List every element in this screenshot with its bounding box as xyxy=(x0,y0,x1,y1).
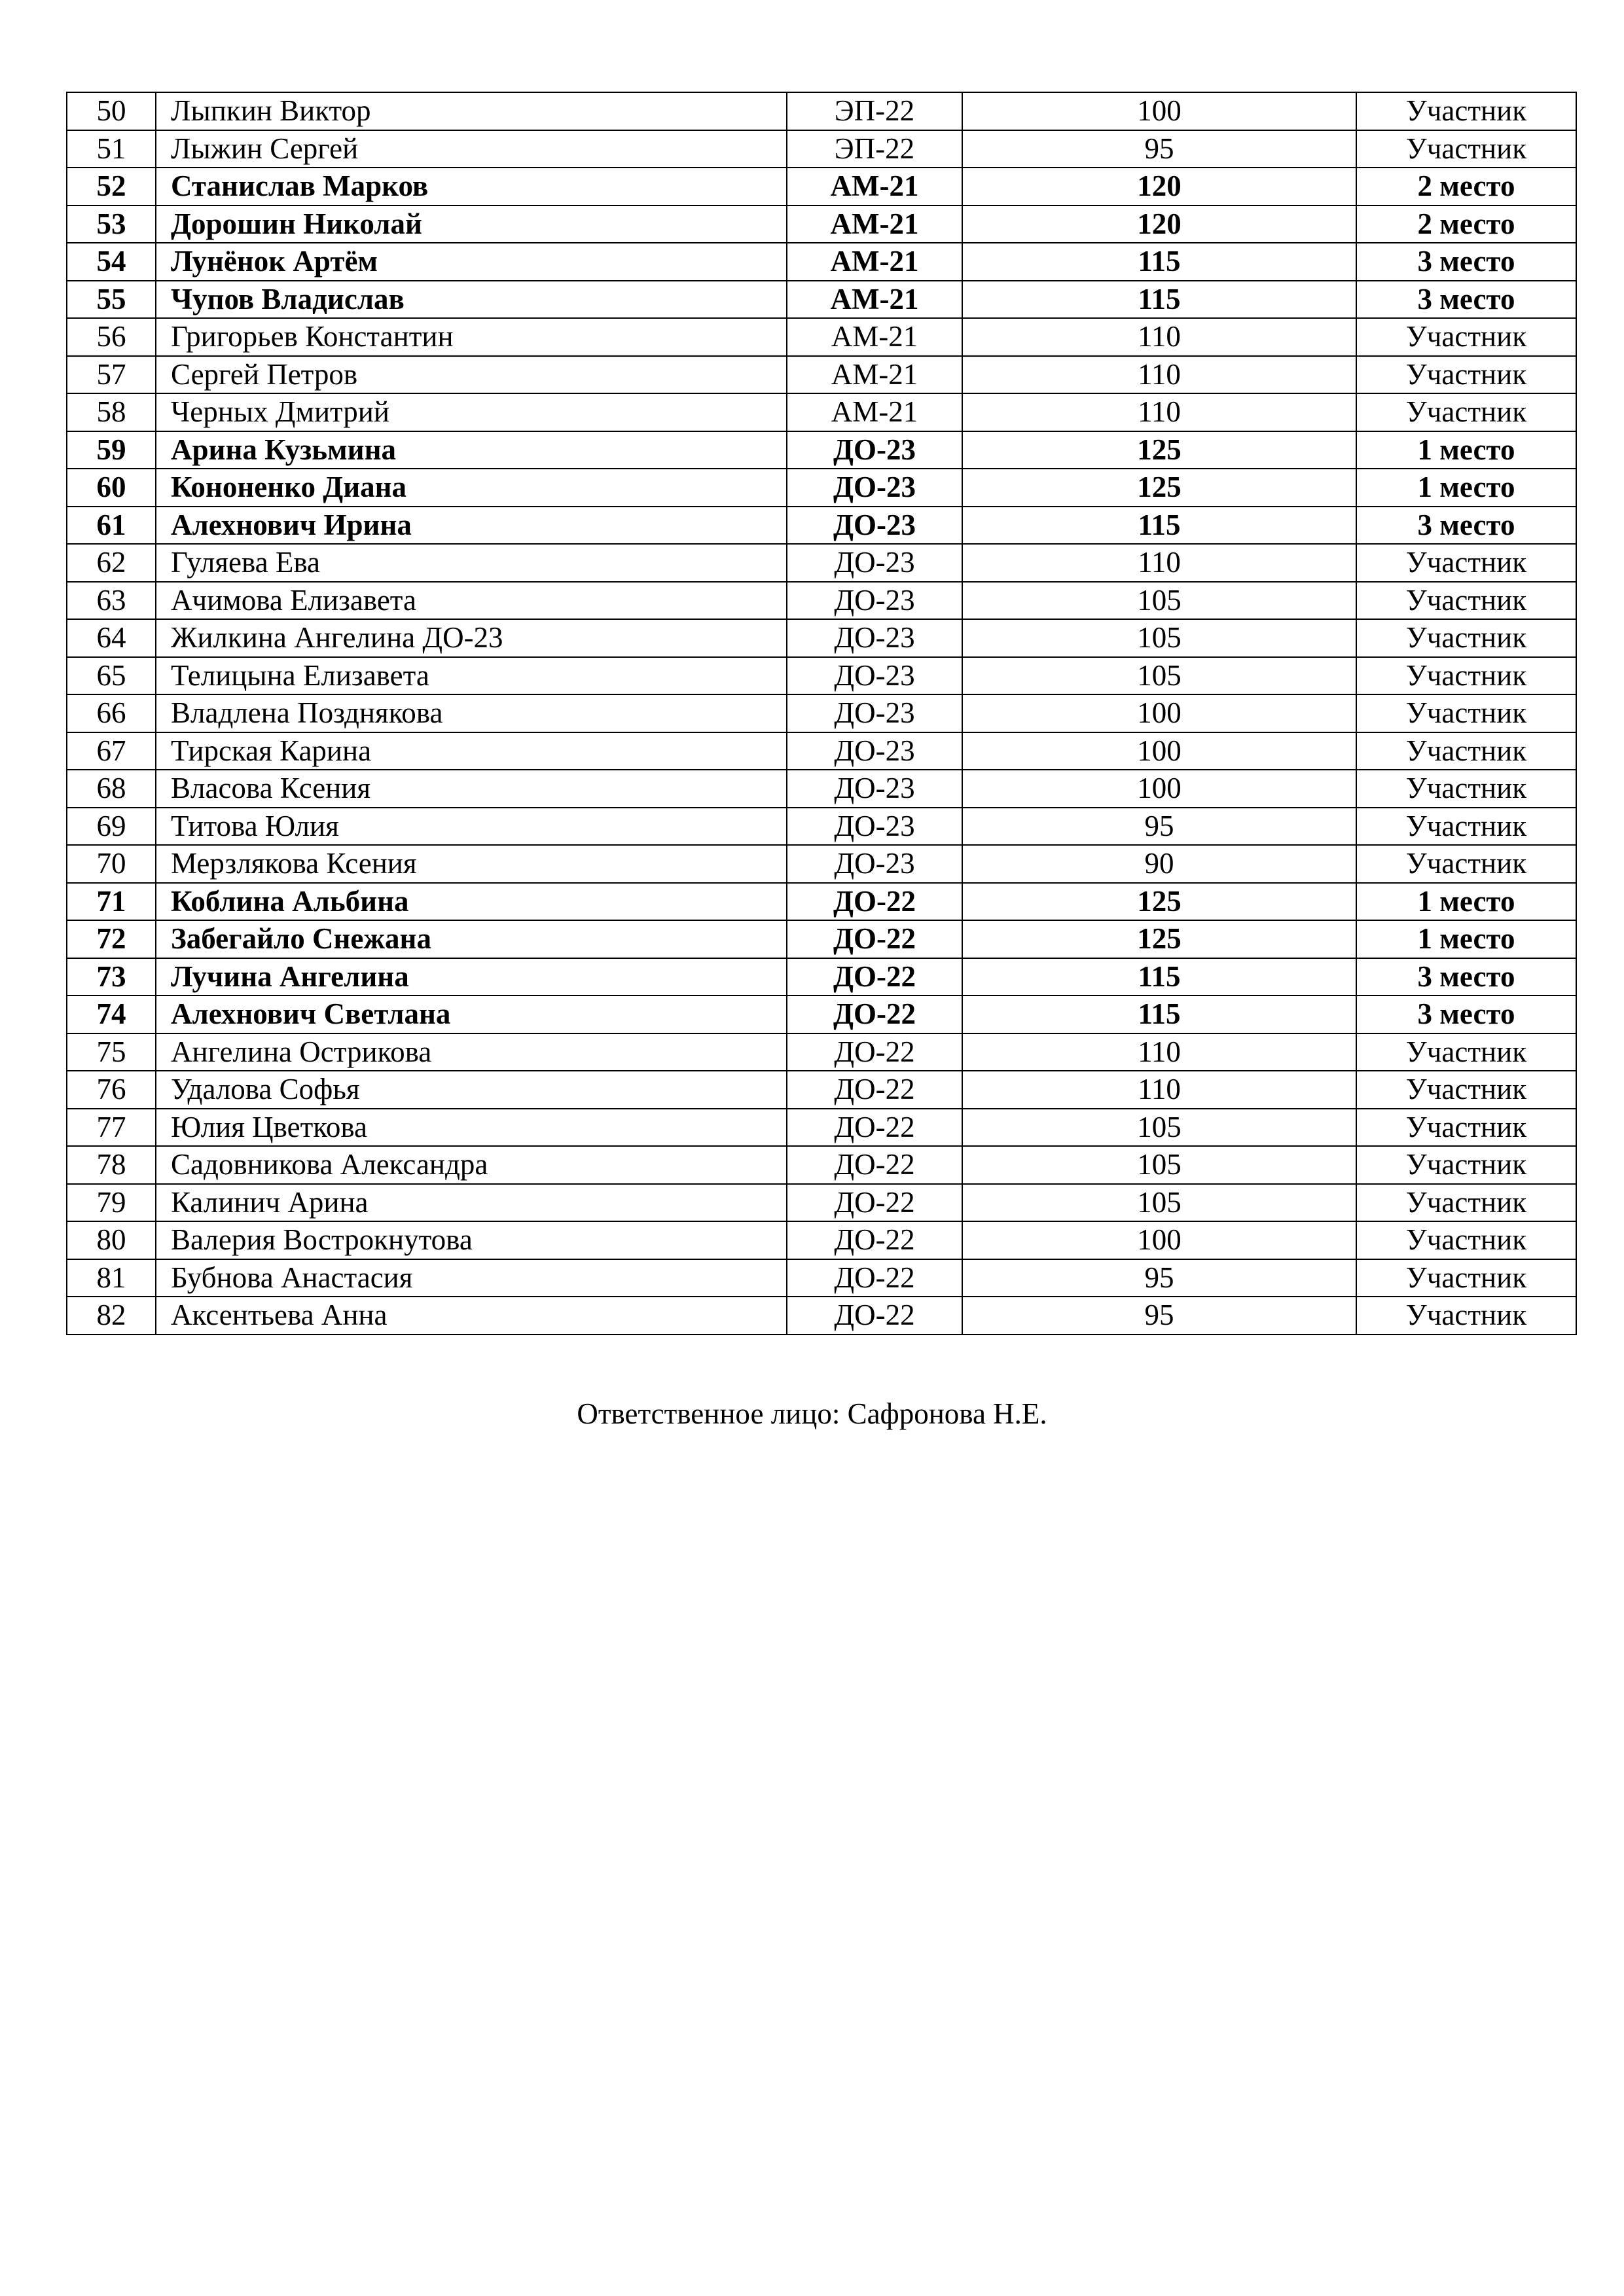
place-cell: 1 место xyxy=(1356,469,1576,507)
place-cell: 3 место xyxy=(1356,996,1576,1033)
table-row xyxy=(67,619,1576,657)
responsible-person-line: Ответственное лицо: Сафронова Н.Е. xyxy=(577,1397,1047,1430)
participant-name-cell: Черных Дмитрий xyxy=(156,393,787,431)
participant-name-cell: Лыпкин Виктор xyxy=(156,92,787,130)
row-number-cell: 71 xyxy=(67,883,156,921)
score-cell: 105 xyxy=(962,582,1356,620)
score-cell: 100 xyxy=(962,694,1356,732)
participant-name-cell: Лыжин Сергей xyxy=(156,130,787,168)
place-cell: 3 место xyxy=(1356,958,1576,996)
place-cell: 1 место xyxy=(1356,883,1576,921)
table-row xyxy=(67,393,1576,431)
row-number-cell: 79 xyxy=(67,1184,156,1222)
place-cell: 2 место xyxy=(1356,206,1576,243)
group-cell: ДО-22 xyxy=(787,1297,962,1335)
table-row xyxy=(67,1221,1576,1259)
participant-name-cell: Дорошин Николай xyxy=(156,206,787,243)
score-cell: 95 xyxy=(962,1259,1356,1297)
group-cell: ДО-22 xyxy=(787,1033,962,1071)
participant-name-cell: Алехнович Ирина xyxy=(156,507,787,545)
group-cell: ЭП-22 xyxy=(787,92,962,130)
row-number-cell: 78 xyxy=(67,1146,156,1184)
participant-name-cell: Бубнова Анастасия xyxy=(156,1259,787,1297)
row-number-cell: 53 xyxy=(67,206,156,243)
participant-name-cell: Юлия Цветкова xyxy=(156,1109,787,1147)
table-row xyxy=(67,1259,1576,1297)
group-cell: ДО-23 xyxy=(787,582,962,620)
score-cell: 115 xyxy=(962,507,1356,545)
row-number-cell: 76 xyxy=(67,1071,156,1109)
group-cell: ЭП-22 xyxy=(787,130,962,168)
group-cell: АМ-21 xyxy=(787,243,962,281)
score-cell: 105 xyxy=(962,619,1356,657)
score-cell: 95 xyxy=(962,130,1356,168)
place-cell: 3 место xyxy=(1356,507,1576,545)
place-cell: Участник xyxy=(1356,1221,1576,1259)
group-cell: ДО-22 xyxy=(787,1259,962,1297)
score-cell: 100 xyxy=(962,770,1356,808)
group-cell: ДО-22 xyxy=(787,1071,962,1109)
score-cell: 95 xyxy=(962,808,1356,846)
table-row xyxy=(67,845,1576,883)
group-cell: АМ-21 xyxy=(787,356,962,394)
place-cell: Участник xyxy=(1356,845,1576,883)
row-number-cell: 58 xyxy=(67,393,156,431)
participant-name-cell: Ачимова Елизавета xyxy=(156,582,787,620)
score-cell: 120 xyxy=(962,206,1356,243)
score-cell: 125 xyxy=(962,469,1356,507)
place-cell: Участник xyxy=(1356,1297,1576,1335)
table-row xyxy=(67,920,1576,958)
table-row xyxy=(67,243,1576,281)
group-cell: ДО-22 xyxy=(787,996,962,1033)
participant-name-cell: Телицына Елизавета xyxy=(156,657,787,695)
row-number-cell: 64 xyxy=(67,619,156,657)
participant-name-cell: Жилкина Ангелина ДО-23 xyxy=(156,619,787,657)
place-cell: 2 место xyxy=(1356,168,1576,206)
table-row xyxy=(67,544,1576,582)
place-cell: Участник xyxy=(1356,1071,1576,1109)
participant-name-cell: Удалова Софья xyxy=(156,1071,787,1109)
group-cell: ДО-23 xyxy=(787,431,962,469)
table-row xyxy=(67,206,1576,243)
score-cell: 110 xyxy=(962,318,1356,356)
table-row xyxy=(67,883,1576,921)
score-cell: 110 xyxy=(962,356,1356,394)
group-cell: ДО-23 xyxy=(787,507,962,545)
place-cell: 3 место xyxy=(1356,243,1576,281)
score-cell: 100 xyxy=(962,1221,1356,1259)
participant-name-cell: Григорьев Константин xyxy=(156,318,787,356)
score-cell: 105 xyxy=(962,1184,1356,1222)
group-cell: АМ-21 xyxy=(787,206,962,243)
row-number-cell: 62 xyxy=(67,544,156,582)
score-cell: 125 xyxy=(962,431,1356,469)
score-cell: 110 xyxy=(962,393,1356,431)
row-number-cell: 81 xyxy=(67,1259,156,1297)
place-cell: Участник xyxy=(1356,582,1576,620)
group-cell: АМ-21 xyxy=(787,393,962,431)
place-cell: Участник xyxy=(1356,356,1576,394)
table-row xyxy=(67,1146,1576,1184)
row-number-cell: 50 xyxy=(67,92,156,130)
row-number-cell: 51 xyxy=(67,130,156,168)
table-row xyxy=(67,431,1576,469)
group-cell: АМ-21 xyxy=(787,281,962,319)
row-number-cell: 69 xyxy=(67,808,156,846)
row-number-cell: 63 xyxy=(67,582,156,620)
group-cell: ДО-22 xyxy=(787,1109,962,1147)
place-cell: Участник xyxy=(1356,732,1576,770)
row-number-cell: 74 xyxy=(67,996,156,1033)
results-table-body xyxy=(67,92,1576,1335)
group-cell: ДО-23 xyxy=(787,770,962,808)
participant-name-cell: Валерия Вострокнутова xyxy=(156,1221,787,1259)
group-cell: ДО-23 xyxy=(787,732,962,770)
place-cell: 3 место xyxy=(1356,281,1576,319)
score-cell: 110 xyxy=(962,1033,1356,1071)
score-cell: 110 xyxy=(962,544,1356,582)
place-cell: Участник xyxy=(1356,1109,1576,1147)
participant-name-cell: Аксентьева Анна xyxy=(156,1297,787,1335)
table-row xyxy=(67,996,1576,1033)
place-cell: Участник xyxy=(1356,1033,1576,1071)
table-row xyxy=(67,770,1576,808)
place-cell: Участник xyxy=(1356,544,1576,582)
place-cell: Участник xyxy=(1356,770,1576,808)
table-row xyxy=(67,469,1576,507)
participant-name-cell: Тирская Карина xyxy=(156,732,787,770)
place-cell: 1 место xyxy=(1356,431,1576,469)
row-number-cell: 75 xyxy=(67,1033,156,1071)
participant-name-cell: Чупов Владислав xyxy=(156,281,787,319)
participant-name-cell: Коблина Альбина xyxy=(156,883,787,921)
participant-name-cell: Гуляева Ева xyxy=(156,544,787,582)
participant-name-cell: Власова Ксения xyxy=(156,770,787,808)
score-cell: 125 xyxy=(962,920,1356,958)
table-row xyxy=(67,1109,1576,1147)
score-cell: 115 xyxy=(962,243,1356,281)
participant-name-cell: Алехнович Светлана xyxy=(156,996,787,1033)
group-cell: ДО-23 xyxy=(787,694,962,732)
place-cell: Участник xyxy=(1356,130,1576,168)
row-number-cell: 55 xyxy=(67,281,156,319)
row-number-cell: 54 xyxy=(67,243,156,281)
row-number-cell: 67 xyxy=(67,732,156,770)
row-number-cell: 73 xyxy=(67,958,156,996)
table-row xyxy=(67,694,1576,732)
group-cell: ДО-23 xyxy=(787,808,962,846)
table-row xyxy=(67,808,1576,846)
table-row xyxy=(67,958,1576,996)
row-number-cell: 65 xyxy=(67,657,156,695)
score-cell: 105 xyxy=(962,1109,1356,1147)
group-cell: ДО-23 xyxy=(787,469,962,507)
score-cell: 100 xyxy=(962,92,1356,130)
row-number-cell: 72 xyxy=(67,920,156,958)
row-number-cell: 57 xyxy=(67,356,156,394)
group-cell: ДО-22 xyxy=(787,1184,962,1222)
table-row xyxy=(67,281,1576,319)
place-cell: 1 место xyxy=(1356,920,1576,958)
place-cell: Участник xyxy=(1356,657,1576,695)
score-cell: 125 xyxy=(962,883,1356,921)
table-row xyxy=(67,732,1576,770)
place-cell: Участник xyxy=(1356,1259,1576,1297)
score-cell: 115 xyxy=(962,281,1356,319)
score-cell: 105 xyxy=(962,657,1356,695)
score-cell: 110 xyxy=(962,1071,1356,1109)
row-number-cell: 61 xyxy=(67,507,156,545)
group-cell: АМ-21 xyxy=(787,318,962,356)
score-cell: 115 xyxy=(962,996,1356,1033)
row-number-cell: 59 xyxy=(67,431,156,469)
row-number-cell: 56 xyxy=(67,318,156,356)
place-cell: Участник xyxy=(1356,1184,1576,1222)
group-cell: ДО-22 xyxy=(787,1146,962,1184)
group-cell: ДО-22 xyxy=(787,883,962,921)
participant-name-cell: Мерзлякова Ксения xyxy=(156,845,787,883)
participant-name-cell: Лунёнок Артём xyxy=(156,243,787,281)
participant-name-cell: Лучина Ангелина xyxy=(156,958,787,996)
place-cell: Участник xyxy=(1356,1146,1576,1184)
group-cell: ДО-23 xyxy=(787,544,962,582)
place-cell: Участник xyxy=(1356,808,1576,846)
table-row xyxy=(67,130,1576,168)
place-cell: Участник xyxy=(1356,694,1576,732)
results-table xyxy=(66,92,1577,1335)
table-row xyxy=(67,507,1576,545)
row-number-cell: 70 xyxy=(67,845,156,883)
place-cell: Участник xyxy=(1356,393,1576,431)
group-cell: ДО-22 xyxy=(787,920,962,958)
table-row xyxy=(67,318,1576,356)
score-cell: 90 xyxy=(962,845,1356,883)
participant-name-cell: Забегайло Снежана xyxy=(156,920,787,958)
table-row xyxy=(67,1297,1576,1335)
row-number-cell: 66 xyxy=(67,694,156,732)
participant-name-cell: Титова Юлия xyxy=(156,808,787,846)
participant-name-cell: Ангелина Острикова xyxy=(156,1033,787,1071)
row-number-cell: 52 xyxy=(67,168,156,206)
table-row xyxy=(67,1071,1576,1109)
table-row xyxy=(67,356,1576,394)
group-cell: АМ-21 xyxy=(787,168,962,206)
participant-name-cell: Арина Кузьмина xyxy=(156,431,787,469)
participant-name-cell: Станислав Марков xyxy=(156,168,787,206)
score-cell: 100 xyxy=(962,732,1356,770)
table-row xyxy=(67,582,1576,620)
score-cell: 105 xyxy=(962,1146,1356,1184)
place-cell: Участник xyxy=(1356,92,1576,130)
table-row xyxy=(67,1033,1576,1071)
participant-name-cell: Сергей Петров xyxy=(156,356,787,394)
row-number-cell: 82 xyxy=(67,1297,156,1335)
participant-name-cell: Калинич Арина xyxy=(156,1184,787,1222)
participant-name-cell: Садовникова Александра xyxy=(156,1146,787,1184)
group-cell: ДО-23 xyxy=(787,657,962,695)
table-row xyxy=(67,92,1576,130)
table-row xyxy=(67,1184,1576,1222)
participant-name-cell: Кононенко Диана xyxy=(156,469,787,507)
row-number-cell: 80 xyxy=(67,1221,156,1259)
place-cell: Участник xyxy=(1356,619,1576,657)
group-cell: ДО-23 xyxy=(787,845,962,883)
row-number-cell: 68 xyxy=(67,770,156,808)
score-cell: 115 xyxy=(962,958,1356,996)
score-cell: 120 xyxy=(962,168,1356,206)
group-cell: ДО-23 xyxy=(787,619,962,657)
participant-name-cell: Владлена Позднякова xyxy=(156,694,787,732)
score-cell: 95 xyxy=(962,1297,1356,1335)
place-cell: Участник xyxy=(1356,318,1576,356)
row-number-cell: 60 xyxy=(67,469,156,507)
table-row xyxy=(67,168,1576,206)
group-cell: ДО-22 xyxy=(787,958,962,996)
table-row xyxy=(67,657,1576,695)
group-cell: ДО-22 xyxy=(787,1221,962,1259)
row-number-cell: 77 xyxy=(67,1109,156,1147)
